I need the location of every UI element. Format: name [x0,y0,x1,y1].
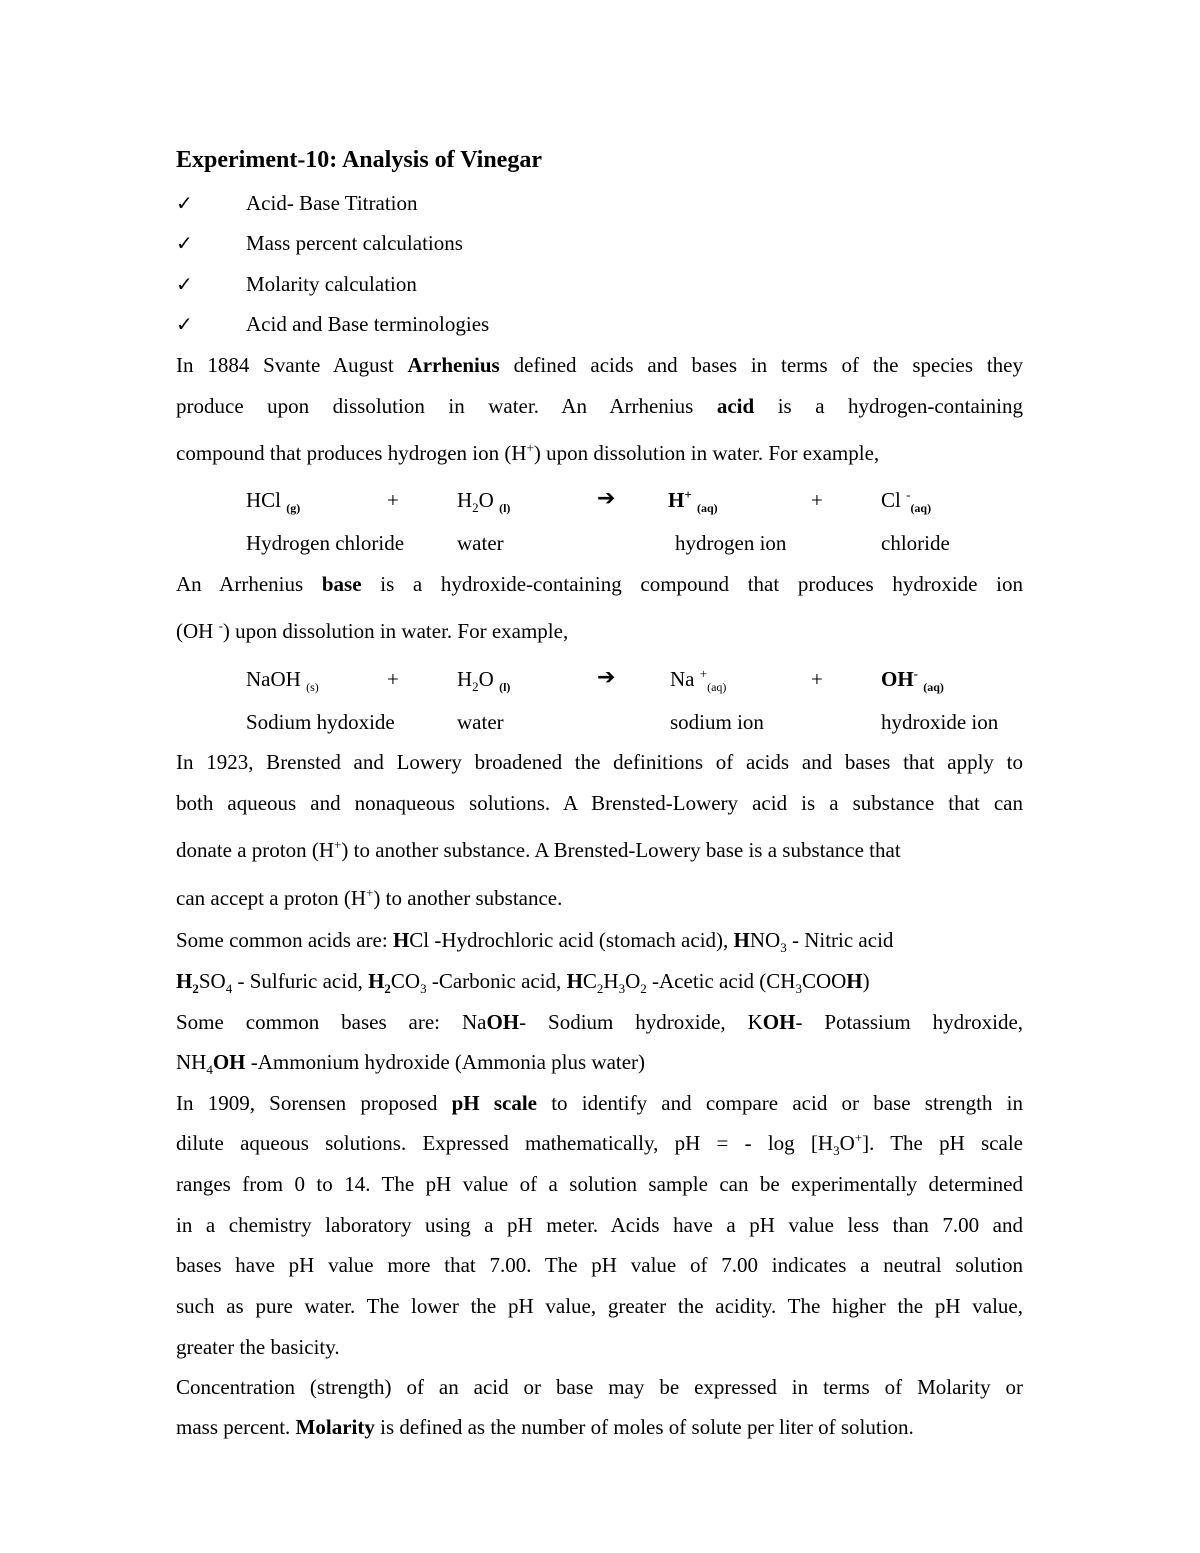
product-hydroxide-ion: OH- $_{(aq)}$ [881,666,944,694]
product-hydrogen-ion: H+ $_{(aq)}$ [668,487,718,515]
arrow-icon: ➔ [597,665,616,690]
plus-sign: + [387,667,399,691]
text-line: can accept a proton (H+) to another substance. [176,885,563,910]
text-line: greater the basicity. [176,1335,340,1359]
text-line: both aqueous and nonaqueous solutions. A Brensted-Lowery acid is a substance that can [176,791,1023,815]
text-line: donate a proton (H+) to another substance. A Brensted-Lowery base is a substance that [176,837,901,862]
checkmark-icon: ✓ [176,272,193,296]
reactant-hcl: HCl $_{(g)}$ [246,488,301,515]
text-line: such as pure water. The lower the pH value, greater the acidity. The higher the pH value, [176,1294,1023,1318]
plus-sign: + [811,667,823,691]
page-title: Experiment-10: Analysis of Vinegar [176,147,542,173]
text-line: compound that produces hydrogen ion (H+) upon dissolution in water. For example, [176,440,880,465]
text-line: In 1884 Svante August Arrhenius defined acids and bases in terms of the species they [176,353,1023,377]
checkmark-icon: ✓ [176,312,193,336]
text-line: Some common bases are: NaOH- Sodium hydroxide, KOH- Potassium hydroxide, [176,1010,1024,1034]
plus-sign: + [811,488,823,512]
arrow-icon: ➔ [597,486,616,511]
list-item: Acid- Base Titration [246,191,418,215]
term-acid: acid [716,394,755,418]
list-item: Acid and Base terminologies [246,312,490,336]
text-line: (OH -) upon dissolution in water. For example, [176,618,569,643]
reactant-water: $H_2O$ $_{(l)}$ [457,667,511,694]
text-line: An Arrhenius base is a hydroxide-containing compound that produces hydroxide ion [176,572,1024,596]
species-name: sodium ion [670,710,764,734]
text-line: In 1923, Brensted and Lowery broadened the definitions of acids and bases that apply to [176,750,1023,774]
text-line: dilute aqueous solutions. Expressed mathematically, pH = - $\log [H_3O^+]$. The pH scale [176,1130,1023,1158]
product-sodium-ion: Na +$_{(aq)}$ [670,666,727,694]
text-line: $H_2SO_4$ - Sulfuric acid, $H_2CO_3$ -Carbonic acid, $HC_2H_3O_2$ -Acetic acid $(CH_3COOH)$ [176,969,870,996]
text-line: mass percent. Molarity is defined as the number of moles of solute per liter of solution. [176,1415,914,1439]
checkmark-icon: ✓ [176,191,193,215]
term-base: base [321,572,362,596]
text-line: produce upon dissolution in water. An Arrhenius acid is a hydrogen-containing [176,394,1023,418]
text-line: Concentration (strength) of an acid or base may be expressed in terms of Molarity or [176,1375,1023,1399]
reactant-naoh: NaOH $_{(s)}$ [246,667,319,694]
text-line: bases have pH value more that 7.00. The pH value of 7.00 indicates a neutral solution [176,1253,1023,1277]
checkmark-icon: ✓ [176,231,193,255]
product-chloride: Cl -$_{(aq)}$ [881,487,932,515]
text-line: Some common acids are: HCl -Hydrochloric acid (stomach acid), $HNO_3$ - Nitric acid [176,928,894,955]
text-line: ranges from 0 to 14. The pH value of a solution sample can be experimentally determined [176,1172,1023,1196]
species-name: hydrogen ion [675,531,787,555]
text-line: $NH_4OH$ -Ammonium hydroxide (Ammonia plus water) [176,1050,646,1077]
species-name: water [457,710,504,734]
text-line: in a chemistry laboratory using a pH meter. Acids have a pH value less than 7.00 and [176,1213,1023,1237]
species-name: Hydrogen chloride [246,531,405,555]
term-arrhenius: Arrhenius [407,353,500,377]
species-name: chloride [881,531,950,555]
species-name: water [457,531,504,555]
list-item: Molarity calculation [246,272,417,296]
term-molarity: Molarity [295,1415,375,1439]
term-ph-scale: pH scale [451,1091,537,1115]
list-item: Mass percent calculations [246,231,463,255]
species-name: Sodium hydoxide [246,710,395,734]
reactant-water: $H_2O$ $_{(l)}$ [457,488,511,515]
text-line: In 1909, Sorensen proposed pH scale to identify and compare acid or base strength in [176,1091,1023,1115]
plus-sign: + [387,488,399,512]
species-name: hydroxide ion [881,710,999,734]
